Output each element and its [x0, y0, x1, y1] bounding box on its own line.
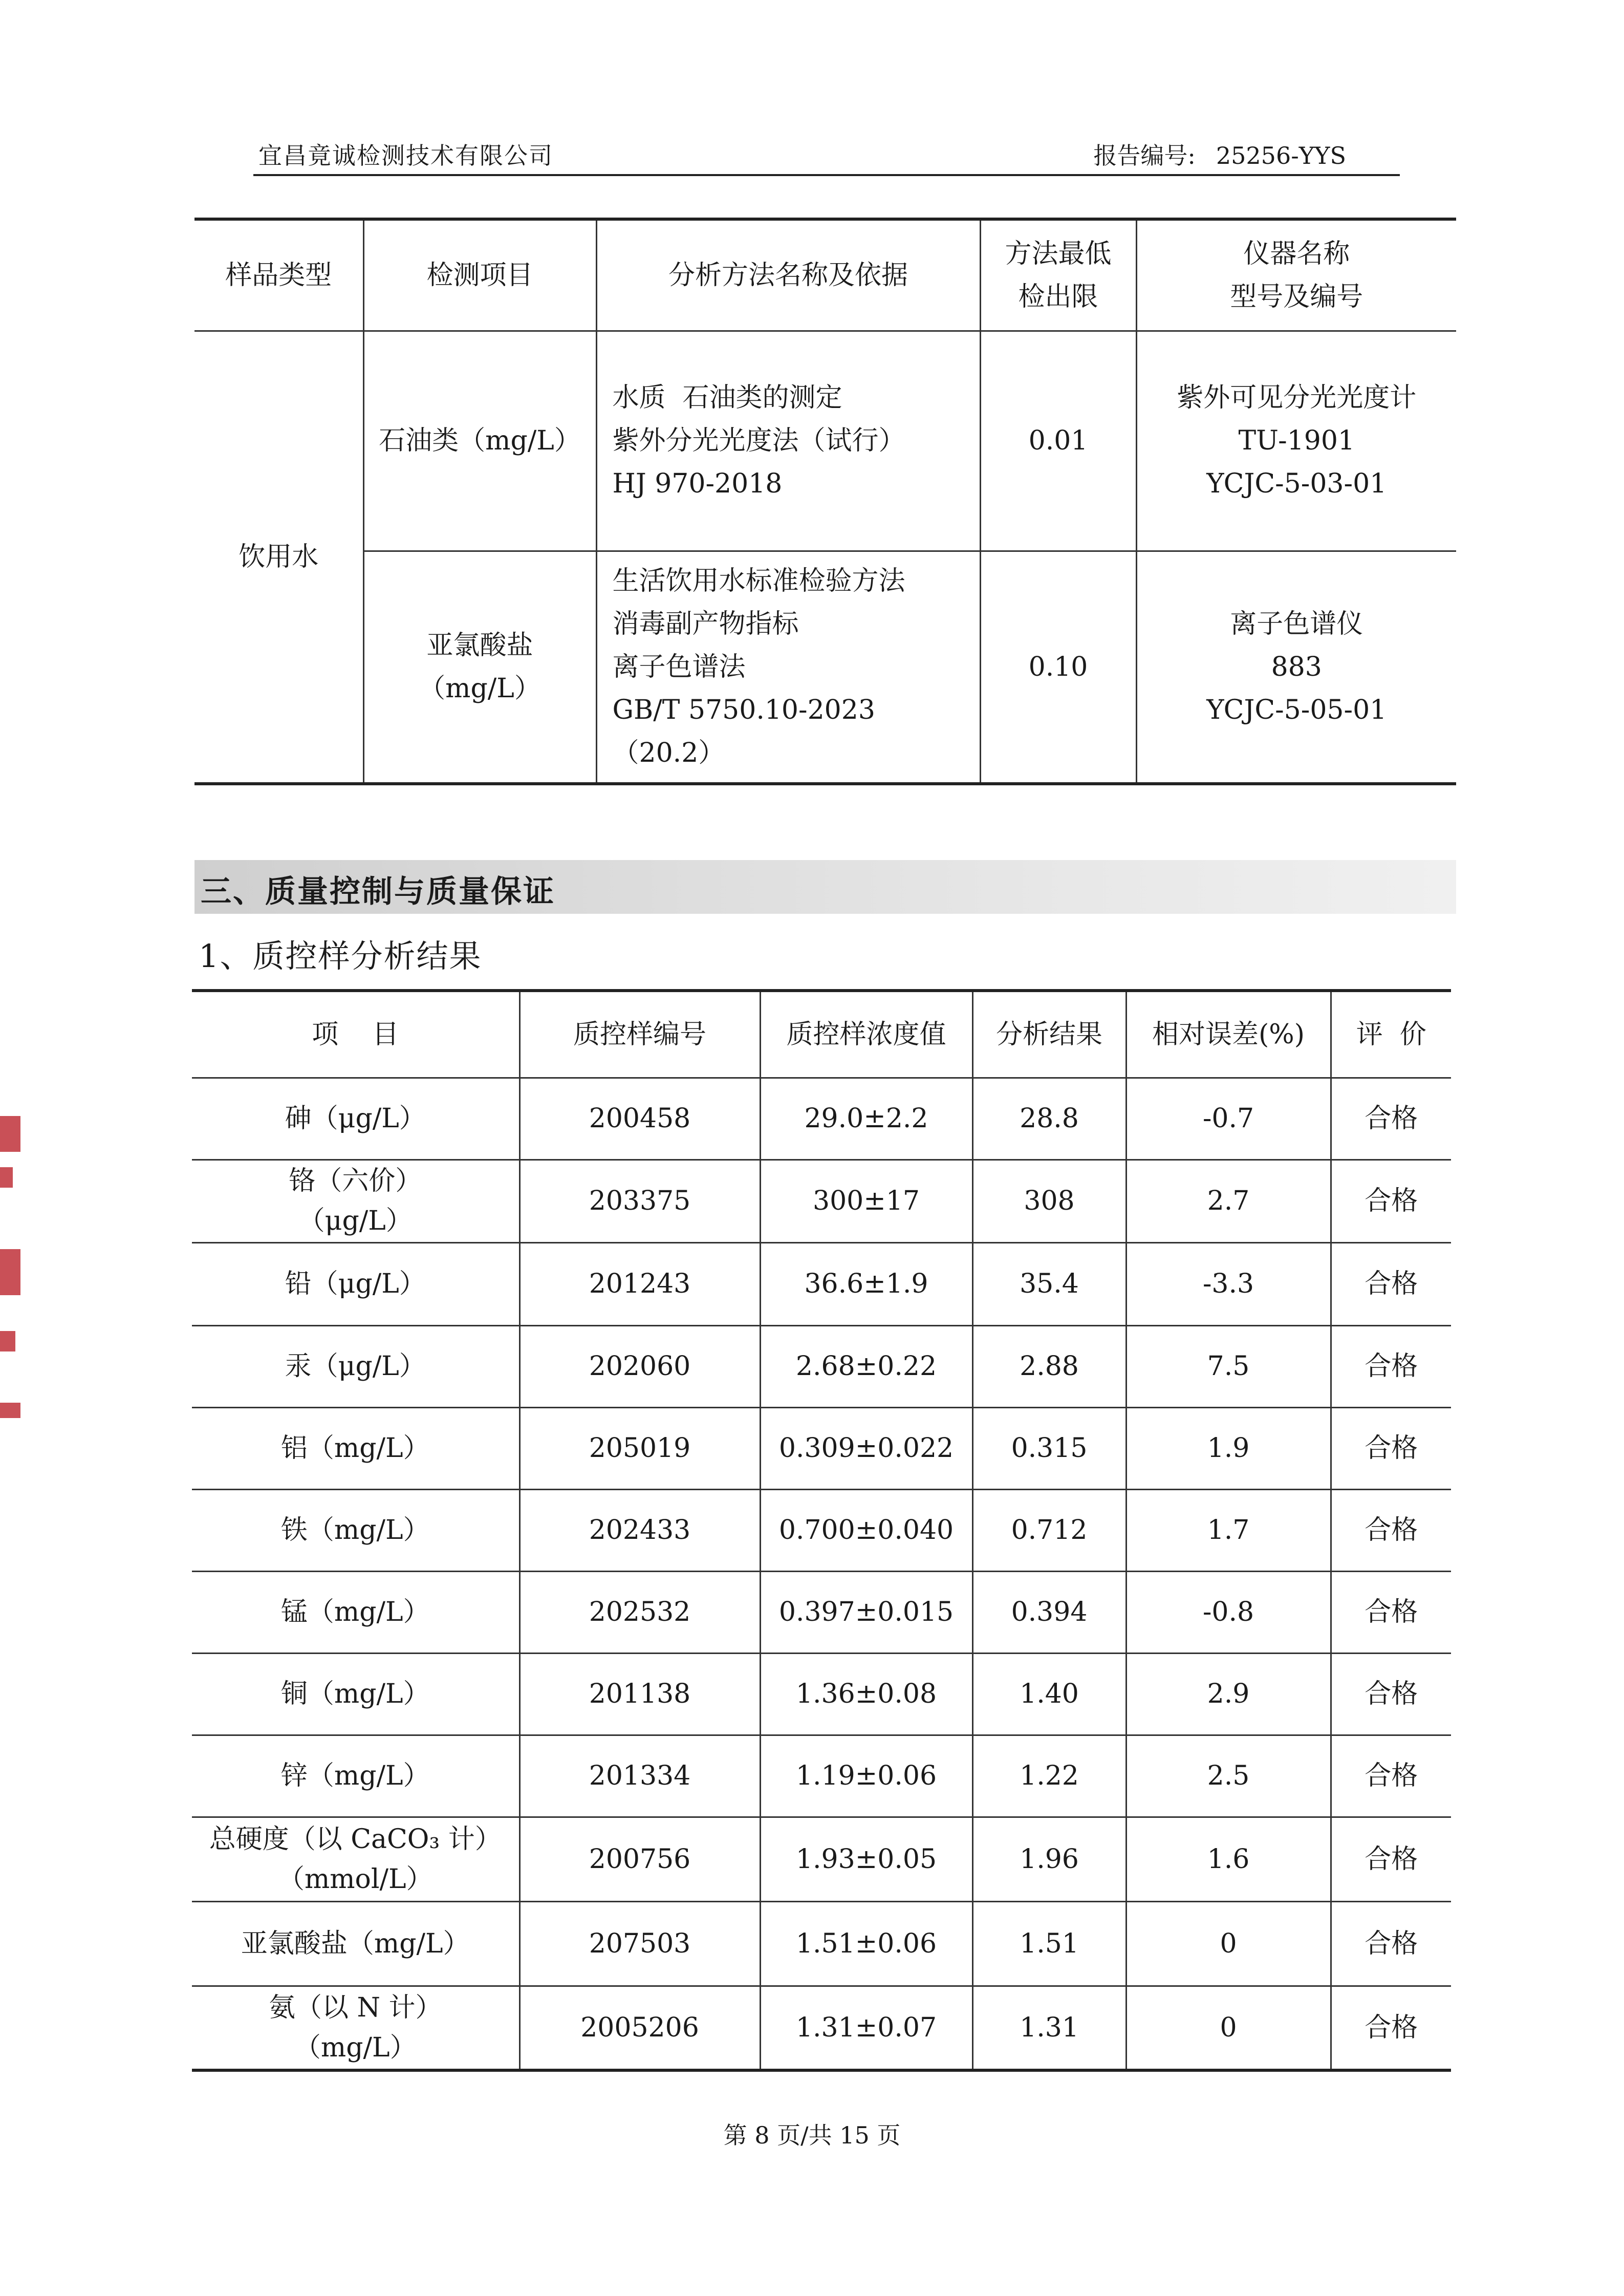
method-header-row	[194, 219, 1456, 331]
page-number: 第 8 页/共 15 页	[723, 2121, 901, 2149]
table-row	[192, 1735, 1451, 1817]
item-line: （mg/L）	[419, 673, 541, 704]
instrument-line: YCJC-5-05-01	[1206, 694, 1387, 725]
rel-error-cell: 2.7	[1126, 1160, 1331, 1242]
rel-error-cell: 0	[1126, 1901, 1331, 1986]
header-instrument-line: 型号及编号	[1230, 281, 1363, 312]
table-row	[192, 1901, 1451, 1986]
qc-conc-cell: 1.19±0.06	[760, 1735, 972, 1817]
item-cell	[192, 1735, 519, 1817]
rel-error-cell: -0.7	[1126, 1078, 1331, 1160]
rel-error-cell: 2.5	[1126, 1735, 1331, 1817]
item-cell	[192, 1817, 519, 1901]
evaluation-cell: 合格	[1331, 1242, 1451, 1325]
item-line: （mg/L）	[294, 2032, 417, 2063]
qc-id-cell: 202532	[519, 1571, 760, 1653]
item-cell: 石油类（mg/L）	[363, 331, 596, 551]
item-line: 铝（mg/L）	[280, 1433, 430, 1464]
item-line: 铁（mg/L）	[280, 1515, 430, 1546]
qc-conc-cell: 1.36±0.08	[760, 1653, 972, 1735]
header-test-item: 检测项目	[363, 219, 596, 331]
page-header	[253, 134, 1400, 176]
method-line: 水质 石油类的测定	[612, 382, 842, 413]
instrument-line: 紫外可见分光光度计	[1177, 382, 1417, 413]
item-line: 亚氯酸盐	[426, 630, 533, 661]
qc-id-cell: 201138	[519, 1653, 760, 1735]
report-number-value: 25256-YYS	[1216, 142, 1346, 169]
qc-conc-cell: 0.397±0.015	[760, 1571, 972, 1653]
seal-fragment	[0, 1116, 20, 1152]
method-cell	[596, 551, 980, 784]
qc-conc-cell: 1.51±0.06	[760, 1901, 972, 1986]
sample-type-cell: 饮用水	[194, 331, 363, 784]
qc-id-cell: 200458	[519, 1078, 760, 1160]
seal-fragment	[0, 1167, 13, 1188]
report-number	[1093, 137, 1346, 171]
evaluation-cell: 合格	[1331, 1986, 1451, 2070]
qc-id-cell: 202060	[519, 1325, 760, 1407]
evaluation-cell: 合格	[1331, 1817, 1451, 1901]
item-line: 总硬度（以 CaCO₃ 计）	[209, 1823, 502, 1855]
rel-error-cell: -0.8	[1126, 1571, 1331, 1653]
header-method: 分析方法名称及依据	[596, 219, 980, 331]
qc-conc-cell: 300±17	[760, 1160, 972, 1242]
header-rel-error: 相对误差(%)	[1126, 991, 1331, 1078]
item-line: （mmol/L）	[277, 1863, 433, 1895]
item-cell	[192, 1653, 519, 1735]
item-line: 氨（以 N 计）	[268, 1992, 442, 2023]
table-row	[192, 1325, 1451, 1407]
result-cell: 2.88	[972, 1325, 1126, 1407]
rel-error-cell: 1.9	[1126, 1407, 1331, 1489]
section-heading-bar	[194, 860, 1456, 914]
method-line: 生活饮用水标准检验方法	[612, 565, 905, 596]
item-cell	[192, 1160, 519, 1242]
header-result: 分析结果	[972, 991, 1126, 1078]
result-cell: 1.96	[972, 1817, 1126, 1901]
table-row	[192, 1986, 1451, 2070]
instrument-cell	[1136, 331, 1456, 551]
evaluation-cell: 合格	[1331, 1735, 1451, 1817]
instrument-line: 离子色谱仪	[1230, 608, 1363, 639]
result-cell: 1.40	[972, 1653, 1126, 1735]
result-cell: 0.394	[972, 1571, 1126, 1653]
limit-cell: 0.10	[980, 551, 1136, 784]
item-cell	[363, 551, 596, 784]
qc-id-cell: 201334	[519, 1735, 760, 1817]
header-instrument-line: 仪器名称	[1243, 238, 1350, 269]
item-line: 铜（mg/L）	[280, 1679, 430, 1709]
item-line: 锰（mg/L）	[280, 1597, 430, 1627]
report-number-label: 报告编号:	[1093, 142, 1196, 169]
method-line: 紫外分光光度法（试行）	[612, 425, 905, 456]
result-cell: 0.315	[972, 1407, 1126, 1489]
rel-error-cell: 0	[1126, 1986, 1331, 2070]
rel-error-cell: -3.3	[1126, 1242, 1331, 1325]
instrument-line: TU-1901	[1238, 425, 1355, 456]
item-cell	[192, 1571, 519, 1653]
qc-id-cell: 203375	[519, 1160, 760, 1242]
method-table	[194, 218, 1456, 785]
qc-conc-cell: 29.0±2.2	[760, 1078, 972, 1160]
result-cell: 28.8	[972, 1078, 1126, 1160]
qc-conc-cell: 36.6±1.9	[760, 1242, 972, 1325]
evaluation-cell: 合格	[1331, 1325, 1451, 1407]
evaluation-cell: 合格	[1331, 1078, 1451, 1160]
result-cell: 308	[972, 1160, 1126, 1242]
item-cell	[192, 1242, 519, 1325]
result-cell: 1.22	[972, 1735, 1126, 1817]
result-cell: 1.31	[972, 1986, 1126, 2070]
header-limit	[980, 219, 1136, 331]
limit-cell: 0.01	[980, 331, 1136, 551]
item-cell	[192, 1901, 519, 1986]
table-row	[192, 1489, 1451, 1571]
instrument-line: YCJC-5-03-01	[1206, 468, 1387, 499]
evaluation-cell: 合格	[1331, 1571, 1451, 1653]
instrument-line: 883	[1271, 651, 1322, 682]
qc-id-cell: 202433	[519, 1489, 760, 1571]
evaluation-cell: 合格	[1331, 1407, 1451, 1489]
instrument-cell	[1136, 551, 1456, 784]
table-row	[194, 331, 1456, 551]
item-cell	[192, 1078, 519, 1160]
qc-id-cell: 205019	[519, 1407, 760, 1489]
item-line: （μg/L）	[298, 1206, 413, 1236]
rel-error-cell: 1.6	[1126, 1817, 1331, 1901]
seal-fragment	[0, 1249, 20, 1295]
item-line: 汞（μg/L）	[285, 1351, 426, 1382]
method-line: 离子色谱法	[612, 651, 746, 682]
method-line: HJ 970-2018	[612, 468, 783, 499]
rel-error-cell: 7.5	[1126, 1325, 1331, 1407]
result-cell: 0.712	[972, 1489, 1126, 1571]
qc-conc-cell: 0.700±0.040	[760, 1489, 972, 1571]
header-instrument	[1136, 219, 1456, 331]
item-line: 锌（mg/L）	[280, 1761, 430, 1791]
item-cell	[192, 1986, 519, 2070]
seal-fragment	[0, 1403, 20, 1418]
item-cell	[192, 1407, 519, 1489]
qc-id-cell: 207503	[519, 1901, 760, 1986]
item-line: 铅（μg/L）	[285, 1269, 426, 1299]
qc-conc-cell: 0.309±0.022	[760, 1407, 972, 1489]
qc-id-cell: 200756	[519, 1817, 760, 1901]
table-row	[192, 1078, 1451, 1160]
table-row	[192, 1160, 1451, 1242]
item-line: 铬（六价）	[289, 1166, 422, 1196]
method-line: 消毒副产物指标	[612, 608, 799, 639]
header-qc-conc: 质控样浓度值	[760, 991, 972, 1078]
evaluation-cell: 合格	[1331, 1160, 1451, 1242]
table-row	[192, 1407, 1451, 1489]
table-row	[192, 1817, 1451, 1901]
qc-conc-cell: 1.31±0.07	[760, 1986, 972, 2070]
evaluation-cell: 合格	[1331, 1653, 1451, 1735]
header-limit-line: 检出限	[1018, 281, 1098, 312]
table-row	[192, 1242, 1451, 1325]
evaluation-cell: 合格	[1331, 1901, 1451, 1986]
section-subtitle: 1、质控样分析结果	[199, 937, 482, 975]
header-item: 项 目	[192, 991, 519, 1078]
qc-conc-cell: 2.68±0.22	[760, 1325, 972, 1407]
method-cell	[596, 331, 980, 551]
result-cell: 1.51	[972, 1901, 1126, 1986]
seal-fragment	[0, 1331, 15, 1351]
header-evaluation: 评 价	[1331, 991, 1451, 1078]
company-name: 宜昌竟诚检测技术有限公司	[258, 142, 553, 169]
item-line: 砷（μg/L）	[285, 1103, 426, 1134]
method-line: GB/T 5750.10-2023（20.2）	[612, 694, 875, 768]
result-cell: 35.4	[972, 1242, 1126, 1325]
item-line: 亚氯酸盐（mg/L）	[241, 1928, 470, 1959]
qc-header-row	[192, 991, 1451, 1078]
evaluation-cell: 合格	[1331, 1489, 1451, 1571]
qc-id-cell: 201243	[519, 1242, 760, 1325]
table-row	[194, 551, 1456, 784]
table-row	[192, 1571, 1451, 1653]
qc-conc-cell: 1.93±0.05	[760, 1817, 972, 1901]
section-title: 三、质量控制与质量保证	[201, 874, 555, 910]
qc-table	[192, 989, 1451, 2072]
header-limit-line: 方法最低	[1005, 238, 1112, 269]
item-cell	[192, 1325, 519, 1407]
item-cell	[192, 1489, 519, 1571]
table-row	[192, 1653, 1451, 1735]
rel-error-cell: 2.9	[1126, 1653, 1331, 1735]
header-qc-id: 质控样编号	[519, 991, 760, 1078]
rel-error-cell: 1.7	[1126, 1489, 1331, 1571]
header-sample-type: 样品类型	[194, 219, 363, 331]
qc-id-cell: 2005206	[519, 1986, 760, 2070]
